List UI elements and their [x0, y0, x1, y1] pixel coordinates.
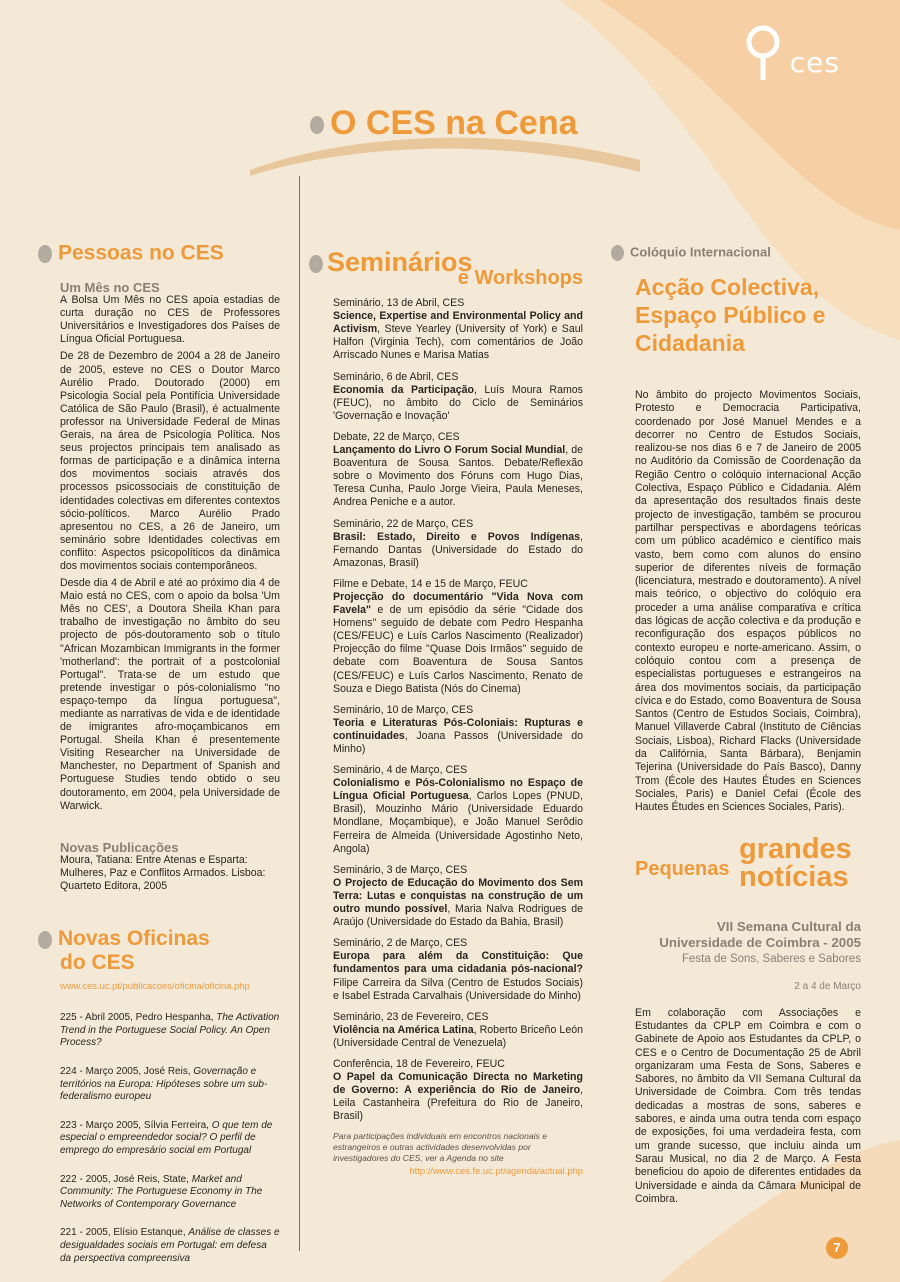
section-title-seminarios: Seminários: [309, 248, 583, 276]
logo-text: ces: [789, 46, 840, 79]
list-item: Seminário, 4 de Março, CES Colonialismo e Pós-Colonialismo no Espaço de Língua Oficial Portuguesa, Carlos Lopes (PNUD, Brasil), Mouzinho Mário (Universidade Eduardo Mondlane, Moçambique), e João Manuel Serôdio Ferreira de Almeida (Universidade Agostinho Neto, Angola): [333, 764, 584, 855]
column-seminarios: [327, 247, 584, 1178]
coloquio-title: Acção Colectiva, Espaço Público e Cidadania: [635, 274, 826, 356]
list-item: 221 - 2005, Elísio Estanque, Análise de classes e desigualdades sociais em Portugal: em defesa da perspectiva compreensiva: [60, 1227, 280, 1264]
page-title: O CES na Cena: [310, 104, 578, 143]
section-title-oficinas: Novas Oficinas do CES: [38, 927, 280, 975]
agenda-note: Para participações individuais em encontros nacionais e estrangeiros e outras actividades desenvolvidas por investigadores do CES, ver a Agenda no site: [333, 1131, 548, 1164]
list-item: Seminário, 6 de Abril, CES Economia da Participação, Luís Moura Ramos (FEUC), no âmbito do Ciclo de Seminários 'Governação e Inovação': [333, 370, 583, 422]
section-subtitle-workshops: e Workshops: [457, 267, 583, 289]
list-item: 225 - Abril 2005, Pedro Hespanha, The Activation Trend in the Portuguese Social Policy. An Open Process?: [60, 1012, 280, 1049]
section-title-pessoas: Pessoas no CES: [38, 245, 280, 263]
paragraph: Desde dia 4 de Abril e até ao próximo dia 4 de Maio está no CES, com o apoio da bolsa 'Um Mês no CES', a Doutora Sheila Khan para trabalho de investigação no âmbito do seu projecto de pós-doutoramento sob o título "African Mozambican Immigrants in the former 'motherland': the portrait of a postcolonial Portugal". Trata-se de um estudo que pretende investigar o pós-colonialismo "no espaço-tempo da língua portuguesa", mediante as narrativas de vida e de identidade de imigrantes afro-moçambicanos em Portugal. Sheila Khan é presentemente Visiting Researcher na Universidade de Manchester, no Department of Spanish and Portuguese Studies tendo obtido o seu doutoramento, em 2004, pela Universidade de Warwick.: [60, 577, 280, 812]
bullet-dot-icon: [38, 245, 52, 263]
list-item: Seminário, 2 de Março, CES Europa para além da Constituição: Que fundamentos para uma cidadania pós-nacional? Filipe Carreira da Silva (Centro de Estudos Sociais) e Isabel Estrada Carvalhais (Universidade do Minho): [333, 937, 583, 1002]
list-item: Seminário, 23 de Fevereiro, CES Violência na América Latina, Roberto Briceño León (Universidade Central de Venezuela): [333, 1010, 583, 1049]
list-item: 222 - 2005, José Reis, State, Market and Community: The Portuguese Economy in The Networks of Contemporary Governance: [60, 1173, 263, 1210]
column-divider: [299, 176, 300, 1251]
agenda-link[interactable]: http://www.ces.fe.uc.pt/agenda/actual.php: [409, 1165, 583, 1177]
paragraph: A Bolsa Um Mês no CES apoia estadias de curta duração no CES de Professores Universitários e Investigadores dos Países de Língua Oficial Portuguesa.: [60, 294, 280, 346]
bullet-dot-icon: [38, 931, 52, 949]
paragraph: Em colaboração com Associações e Estudantes da CPLP em Coimbra e com o Gabinete de Apoio aos Estudantes da CPLP, o CES e o Centro de Documentação 25 de Abril organizaram uma Festa de Sons, Saberes e Sabores, no âmbito da VII Semana Cultural da Universidade de Coimbra. Com três tendas dedicadas a mostras de sons, saberes e sabores, e ainda uma outra tenda com espaço de exposições, foi uma verdadeira festa, com um grande sucesso, que incluiu ainda um Sarau Musical, no dia 2 de Março. A Festa beneficiou do apoio de diferentes entidades da Universidade e ainda da Câmara Municipal de Coimbra.: [635, 1006, 861, 1205]
column-coloquio: [630, 244, 861, 1210]
list-item: 224 - Março 2005, José Reis, Governação e territórios na Europa: Hipóteses sobre um sub-federalismo europeu: [60, 1066, 268, 1103]
list-item: Seminário, 3 de Março, CES O Projecto de Educação do Movimento dos Sem Terra: Lutas e conquistas na construção de um outro mundo possível, Maria Nalva Rodrigues de Araújo (Universidade do Estado da Bahia, Brasil): [333, 863, 583, 929]
list-item: Seminário, 10 de Março, CES Teoria e Literaturas Pós-Coloniais: Rupturas e continuidades, Joana Passos (Universidade do Minho): [333, 703, 583, 755]
kicker-coloquio: Colóquio Internacional: [611, 245, 861, 261]
list-item: Seminário, 13 de Abril, CES Science, Expertise and Environmental Policy and Activism, Steve Yearley (University of York) e Saul Halfon (Virginia Tech), com comentários de João Arriscado Nunes e Marisa Matias: [333, 297, 583, 362]
section-title-pequenas-grandes: Pequenas grandes notícias: [635, 832, 852, 893]
bullet-dot-icon: [310, 116, 324, 134]
news-subheadline: Festa de Sons, Saberes e Sabores: [682, 952, 861, 965]
paragraph: De 28 de Dezembro de 2004 a 28 de Janeiro de 2005, esteve no CES o Doutor Marco Aurélio Prado. Doutorado (2000) em Psicologia Social pela Pontifícia Universidade Católica de São Paulo (Brasil), é actualmente professor na Universidade Federal de Minas Gerais, na área de Psicologia Política. Nos seus projectos principais tem analisado as formas de participação e a dinâmica interna dos movimentos sociais através dos processos psicossociais de constituição de identidades colectivas em diferentes contextos sócio-políticos. Marco Aurélio Prado apresentou no CES, a 26 de Janeiro, um seminário sobre Identidades colectivas em conflito: Aspectos psicopolíticos da dinâmica dos movimentos sociais contemporâneos.: [60, 350, 280, 572]
bullet-dot-icon: [611, 245, 624, 261]
news-headline: VII Semana Cultural da Universidade de Coimbra - 2005: [659, 918, 861, 950]
paragraph: No âmbito do projecto Movimentos Sociais, Protesto e Democracia Participativa, coordenado por José Manuel Mendes e a decorrer no Centro de Estudos Sociais, realizou-se nos dias 6 e 7 de Janeiro de 2005 no Auditório da Comissão de Coordenação da Região Centro o colóquio internacional Acção Colectiva, Espaço Público e Cidadania. Além da apresentação dos resultados finais deste projecto de investigação, também se procurou partilhar perspectivas e abordagens teóricas com um público académico e científico mais vasto, bem como com alunos do ensino superior de diferentes níveis de formação (licenciatura, mestrado e doutoramento). A nível mais teórico, o objectivo do colóquio era proceder a uma análise comparativa e crítica das lógicas de acção colectiva e da produção e reconfiguração dos espaços públicos no contexto europeu e norte-americano. Assim, o colóquio contou com a presença de especialistas portugueses e estrangeiros na área dos movimentos sociais, da participação cívica e do Estado, como Boaventura de Sousa Santos (Centro de Estudos Sociais, Coimbra), Manuel Villaverde Cabral (Instituto de Ciências Sociais, Lisboa), Richard Flacks (Universidade da Califórnia, Santa Bárbara), Benjamin Tejerina (Universidade do País Basco), Danny Trom (École des Hautes Études en Sciences Sociales, Paris) e Daniel Cefai (École des Hautes Études en Sciences Sociales, Paris).: [635, 389, 861, 814]
bullet-dot-icon: [309, 255, 323, 273]
column-pessoas: [58, 241, 280, 1281]
list-item: Conferência, 18 de Fevereiro, FEUC O Papel da Comunicação Directa no Marketing de Governo: A experiência do Rio de Janeiro, Leila Castanheira (Prefeitura do Rio de Janeiro, Brasil): [333, 1057, 583, 1123]
page-number: 7: [826, 1237, 848, 1259]
news-dates: 2 a 4 de Março: [794, 980, 861, 992]
subheading-novas-publicacoes: Novas Publicações: [60, 839, 179, 855]
list-item: 223 - Março 2005, Sílvia Ferreira, O que tem de especial o empreendedor social? O perfil de emprego do empresário social em Portugal: [60, 1119, 273, 1156]
list-item: Seminário, 22 de Março, CES Brasil: Estado, Direito e Povos Indígenas, Fernando Dantas (Universidade do Estado do Amazonas, Brasil): [333, 517, 583, 569]
list-item: Filme e Debate, 14 e 15 de Março, FEUC Projecção do documentário "Vida Nova com Favela" e de um episódio da série "Cidade dos Homens" seguido de debate com Pedro Hespanha (CES/FEUC) e Luís Carlos Nascimento (Realizador) Projecção do filme "Quase Dois Irmãos" seguido de debate com Boaventura de Sousa Santos (CES/FEUC) e Luís Carlos Nascimento, Renato de Souza e Diego Batista (Nós do Cinema): [333, 577, 583, 695]
list-item: Debate, 22 de Março, CES Lançamento do Livro O Forum Social Mundial, de Boaventura de Sousa Santos. Debate/Reflexão sobre o Movimento dos Fóruns com Hugo Dias, Teresa Cunha, Paulo Jorge Vieira, Paula Meneses, Andrea Peniche e a autor.: [333, 430, 584, 509]
oficinas-link[interactable]: www.ces.uc.pt/publicacoes/oficina/oficina.php: [60, 980, 250, 992]
subheading-um-mes: Um Mês no CES: [60, 280, 160, 295]
publication-entry: Moura, Tatiana: Entre Atenas e Esparta: Mulheres, Paz e Conflitos Armados. Lisboa: Quarteto Editora, 2005: [60, 853, 266, 893]
